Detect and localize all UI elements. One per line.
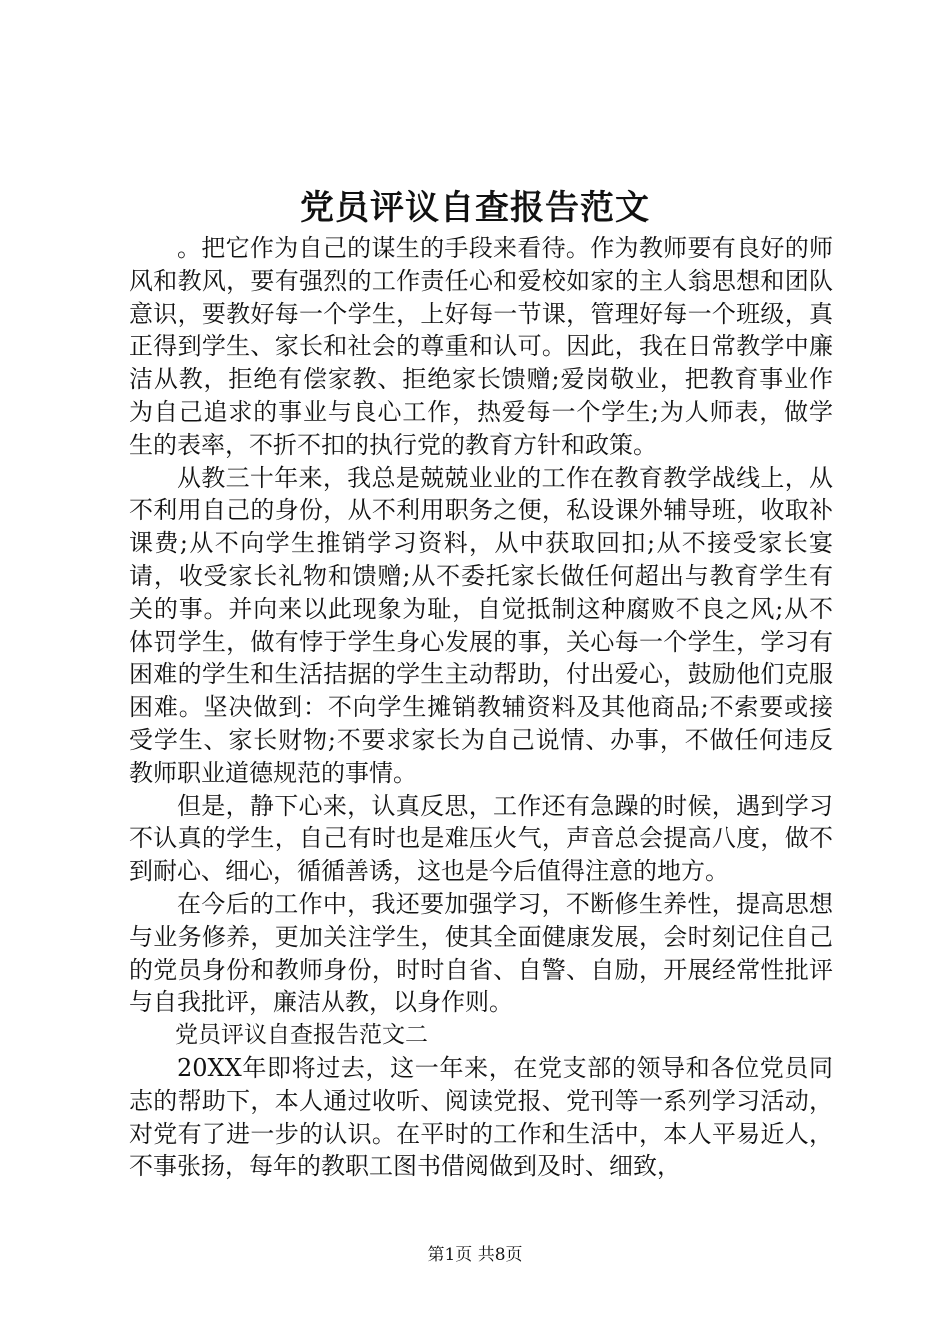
paragraph: 但是，静下心来，认真反思，工作还有急躁的时候，遇到学习不认真的学生，自己有时也是难压火气，声音总会提高八度，做不到耐心、细心，循循善诱，这也是今后值得注意的地方。 xyxy=(129,791,833,886)
paragraph: 从教三十年来，我总是兢兢业业的工作在教育教学战线上，从不利用自己的身份，从不利用职务之便，私设课外辅导班，收取补课费;从不向学生推销学习资料，从中获取回扣;从不接受家长宴请，收受家长礼物和馈赠;从不委托家长做任何超出与教育学生有关的事。并向来以此现象为耻，自觉抵制这种腐败不良之风;从不体罚学生，做有悖于学生身心发展的事，关心每一个学生，学习有困难的学生和生活拮据的学生主动帮助，付出爱心，鼓励他们克服困难。坚决做到：不向学生摊销教辅资料及其他商品;不索要或接受学生、家长财物;不要求家长为自己说情、办事，不做任何违反教师职业道德规范的事情。 xyxy=(129,463,833,787)
paragraph: 在今后的工作中，我还要加强学习，不断修生养性，提高思想与业务修养，更加关注学生，使其全面健康发展，会时刻记住自己的党员身份和教师身份，时时自省、自警、自励，开展经常性批评与自我批评，廉洁从教，以身作则。 xyxy=(129,889,833,1017)
page-footer: 第1页 共8页 xyxy=(427,1245,523,1265)
section-heading: 党员评议自查报告范文二 xyxy=(175,1022,428,1049)
document-title: 党员评议自查报告范文 xyxy=(300,188,650,228)
document-body xyxy=(129,232,833,1183)
paragraph: 20XX年即将过去，这一年来，在党支部的领导和各位党员同志的帮助下，本人通过收听、阅读党报、党刊等一系列学习活动，对党有了进一步的认识。在平时的工作和生活中，本人平易近人，不事张扬，每年的教职工图书借阅做到及时、细致， xyxy=(129,1053,833,1181)
paragraph: 。把它作为自己的谋生的手段来看待。作为教师要有良好的师风和教风，要有强烈的工作责任心和爱校如家的主人翁思想和团队意识，要教好每一个学生，上好每一节课，管理好每一个班级，真正得到学生、家长和社会的尊重和认可。因此，我在日常教学中廉洁从教，拒绝有偿家教、拒绝家长馈赠;爱岗敬业，把教育事业作为自己追求的事业与良心工作，热爱每一个学生;为人师表，做学生的表率，不折不扣的执行党的教育方针和政策。 xyxy=(129,234,833,459)
